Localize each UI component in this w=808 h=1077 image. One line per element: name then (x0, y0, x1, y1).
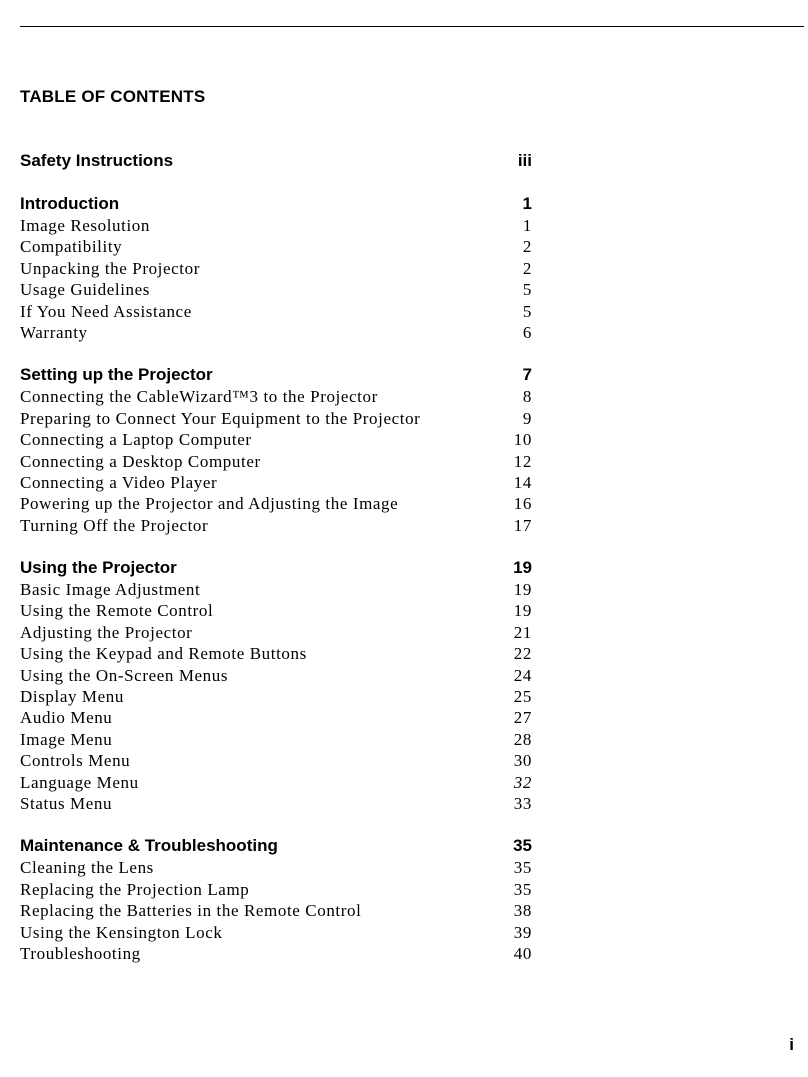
entry-page: 22 (513, 644, 532, 664)
toc-section-using (20, 557, 532, 814)
section-heading[interactable] (20, 150, 532, 172)
entry-label: Using the Kensington Lock (20, 922, 223, 942)
entry-page: 10 (513, 430, 532, 450)
section-heading[interactable] (20, 835, 532, 857)
toc-entry[interactable] (20, 600, 532, 621)
toc-entry[interactable] (20, 386, 532, 407)
section-title: Using the Projector (20, 558, 177, 578)
entry-label: Audio Menu (20, 708, 113, 728)
entry-label: Using the Keypad and Remote Buttons (20, 644, 307, 664)
entry-label: Connecting a Laptop Computer (20, 430, 252, 450)
section-heading[interactable] (20, 557, 532, 579)
section-heading[interactable] (20, 364, 532, 386)
toc-entry[interactable] (20, 857, 532, 878)
entry-page: 40 (513, 943, 532, 963)
entry-label: Replacing the Projection Lamp (20, 879, 250, 899)
entry-label: Turning Off the Projector (20, 515, 209, 535)
toc-entry[interactable] (20, 258, 532, 279)
entry-label: Image Menu (20, 729, 113, 749)
entry-page: 24 (513, 665, 532, 685)
toc-entry[interactable] (20, 322, 532, 343)
entry-label: If You Need Assistance (20, 301, 192, 321)
entry-label: Status Menu (20, 793, 113, 813)
entry-label: Preparing to Connect Your Equipment to the Projector (20, 408, 421, 428)
section-page: 35 (513, 836, 532, 856)
entry-label: Language Menu (20, 772, 139, 792)
entry-page: 12 (513, 451, 532, 471)
toc-section-maintenance (20, 835, 532, 964)
entry-page: 9 (522, 408, 532, 428)
section-page: 1 (522, 194, 532, 213)
section-title: Introduction (20, 194, 120, 213)
section-heading[interactable] (20, 193, 532, 215)
section-page: 7 (522, 365, 532, 385)
entry-page: 16 (513, 494, 532, 514)
header-rule (20, 26, 804, 27)
toc-entry[interactable] (20, 493, 532, 514)
entry-page: 19 (513, 601, 532, 621)
section-page: iii (517, 151, 532, 170)
entry-page: 30 (513, 751, 532, 771)
entry-page: 5 (522, 301, 532, 321)
entry-page: 33 (513, 793, 532, 813)
toc-entry[interactable] (20, 451, 532, 472)
section-title: Safety Instructions (20, 151, 174, 170)
toc-entry[interactable] (20, 922, 532, 943)
entry-page: 38 (513, 901, 532, 921)
entry-label: Powering up the Projector and Adjusting the Image (20, 494, 399, 514)
toc-entry[interactable] (20, 750, 532, 771)
entry-label: Connecting a Desktop Computer (20, 451, 261, 471)
entry-page: 25 (513, 687, 532, 707)
page-title: TABLE OF CONTENTS (20, 87, 206, 106)
section-title: Setting up the Projector (20, 365, 213, 385)
entry-label: Adjusting the Projector (20, 622, 193, 642)
entry-label: Basic Image Adjustment (20, 580, 201, 600)
entry-label: Warranty (20, 322, 88, 342)
entry-page: 28 (513, 729, 532, 749)
section-title: Maintenance & Troubleshooting (20, 836, 278, 856)
toc-entry[interactable] (20, 215, 532, 236)
toc-entry[interactable] (20, 879, 532, 900)
toc-section-safety (20, 150, 532, 172)
entry-label: Using the Remote Control (20, 601, 214, 621)
toc-entry[interactable] (20, 236, 532, 257)
entry-page: 21 (513, 622, 532, 642)
entry-page: 35 (513, 879, 532, 899)
entry-label: Replacing the Batteries in the Remote Control (20, 901, 362, 921)
entry-page: 5 (522, 280, 532, 300)
entry-label: Cleaning the Lens (20, 858, 154, 878)
entry-label: Connecting a Video Player (20, 472, 218, 492)
entry-page: 1 (522, 216, 532, 235)
entry-page: 27 (513, 708, 532, 728)
toc-entry[interactable] (20, 900, 532, 921)
toc-entry[interactable] (20, 408, 532, 429)
entry-label: Using the On-Screen Menus (20, 665, 229, 685)
toc-entry[interactable] (20, 472, 532, 493)
toc-entry[interactable] (20, 793, 532, 814)
toc-entry[interactable] (20, 686, 532, 707)
entry-label: Unpacking the Projector (20, 258, 200, 278)
entry-page: 17 (513, 515, 532, 535)
entry-page: 39 (513, 922, 532, 942)
entry-label: Display Menu (20, 687, 124, 707)
table-of-contents (20, 150, 532, 985)
toc-entry[interactable] (20, 301, 532, 322)
entry-label: Usage Guidelines (20, 280, 150, 300)
section-page: 19 (513, 558, 532, 578)
toc-entry[interactable] (20, 707, 532, 728)
entry-page: 2 (522, 237, 532, 257)
entry-label: Image Resolution (20, 216, 150, 235)
toc-entry[interactable] (20, 729, 532, 750)
entry-page: 6 (522, 322, 532, 342)
toc-section-introduction (20, 193, 532, 343)
entry-label: Troubleshooting (20, 943, 141, 963)
toc-entry[interactable] (20, 665, 532, 686)
toc-entry[interactable] (20, 643, 532, 664)
toc-entry[interactable] (20, 579, 532, 600)
entry-page: 35 (513, 858, 532, 878)
toc-entry[interactable] (20, 943, 532, 964)
page-number: i (789, 1035, 794, 1054)
toc-entry[interactable] (20, 429, 532, 450)
toc-entry[interactable] (20, 772, 532, 793)
entry-page: 8 (522, 387, 532, 407)
entry-page: 2 (522, 258, 532, 278)
toc-entry[interactable] (20, 515, 532, 536)
toc-section-setup (20, 364, 532, 536)
entry-label: Compatibility (20, 237, 123, 257)
entry-page: 19 (513, 580, 532, 600)
entry-page: 14 (513, 472, 532, 492)
entry-page: 32 (513, 772, 532, 792)
entry-label: Controls Menu (20, 751, 131, 771)
entry-label: Connecting the CableWizard™3 to the Projector (20, 387, 378, 407)
toc-entry[interactable] (20, 622, 532, 643)
toc-entry[interactable] (20, 279, 532, 300)
